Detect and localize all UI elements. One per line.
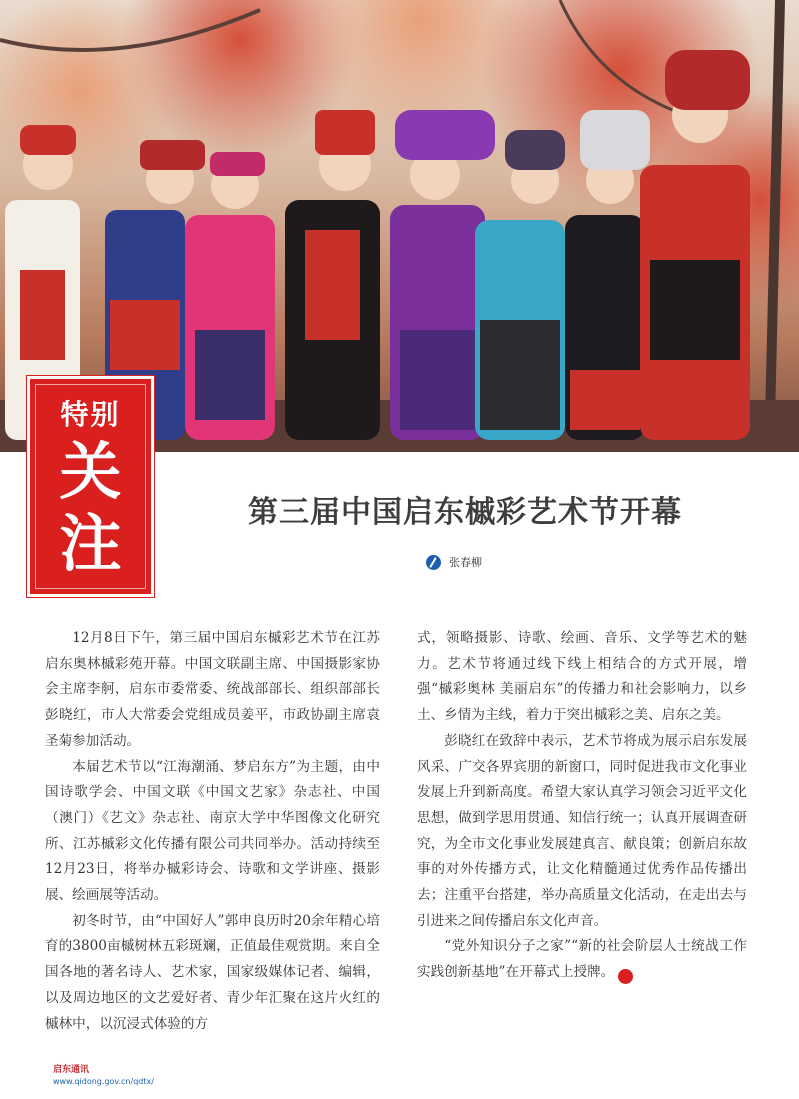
pen-icon bbox=[426, 555, 441, 570]
footer-url[interactable]: www.qidong.gov.cn/qdtx/ bbox=[53, 1077, 154, 1086]
paragraph-text: “党外知识分子之家”“新的社会阶层人士统战工作实践创新基地”在开幕式上授牌。 bbox=[417, 938, 747, 981]
end-mark-icon: 启 bbox=[618, 969, 633, 984]
footer-brand: 启东通讯 bbox=[53, 1065, 90, 1075]
paragraph: 彭晓红在致辞中表示，艺术节将成为展示启东发展风采、广交各界宾朋的新窗口，同时促进我市文化事业发展上升到新高度。希望大家认真学习领会习近平文化思想，做到学思用贯通、知信行统一；认真开展调查研究，为全市文化事业发展建真言、献良策；创新启东故事的对外传播方式，让文化精髓通过优秀作品传播出去；注重平台搭建，举办高质量文化活动，在走出去与引进来之间传播启东文化声音。 bbox=[417, 732, 747, 929]
author-name: 张春柳 bbox=[449, 556, 482, 569]
paragraph: 本届艺术节以“江海潮涌、梦启东方”为主题，由中国诗歌学会、中国文联《中国文艺家》杂志社、中国（澳门）《艺文》杂志社、南京大学中华图像文化研究所、江苏槭彩文化传播有限公司共同举办。活动持续至12月23日，将举办槭彩诗会、诗歌和文学讲座、摄影展、绘画展等活动。 bbox=[45, 758, 380, 904]
byline bbox=[426, 553, 482, 571]
paragraph-last bbox=[417, 934, 747, 985]
badge-line2: 关 bbox=[59, 435, 122, 508]
article-column-right bbox=[417, 626, 747, 986]
badge-line3: 注 bbox=[59, 507, 122, 580]
badge-line1: 特别 bbox=[60, 398, 121, 431]
paragraph-continued: 式，领略摄影、诗歌、绘画、音乐、文学等艺术的魅力。艺术节将通过线下线上相结合的方式开展，增强“槭彩奥林 美丽启东”的传播力和社会影响力，以乡土、乡情为主线，着力于突出槭彩之美、启东之美。 bbox=[417, 630, 747, 724]
article-column-left bbox=[45, 626, 380, 1037]
special-focus-badge bbox=[27, 376, 154, 597]
paragraph: 12月8日下午，第三届中国启东槭彩艺术节在江苏启东奥林槭彩苑开幕。中国文联副主席、中国摄影家协会主席李舸，启东市委常委、统战部部长、组织部部长彭晓红，市人大常委会党组成员姜平，市政协副主席袁圣菊参加活动。 bbox=[45, 630, 380, 749]
page-footer bbox=[53, 1064, 154, 1087]
article-title: 第三届中国启东槭彩艺术节开幕 bbox=[248, 495, 682, 530]
paragraph: 初冬时节，由“中国好人”郭申良历时20余年精心培育的3800亩槭树林五彩斑斓，正值最佳观赏期。来自全国各地的著名诗人、艺术家，国家级媒体记者、编辑，以及周边地区的文艺爱好者、青少年汇聚在这片火红的槭林中，以沉浸式体验的方 bbox=[45, 912, 380, 1032]
